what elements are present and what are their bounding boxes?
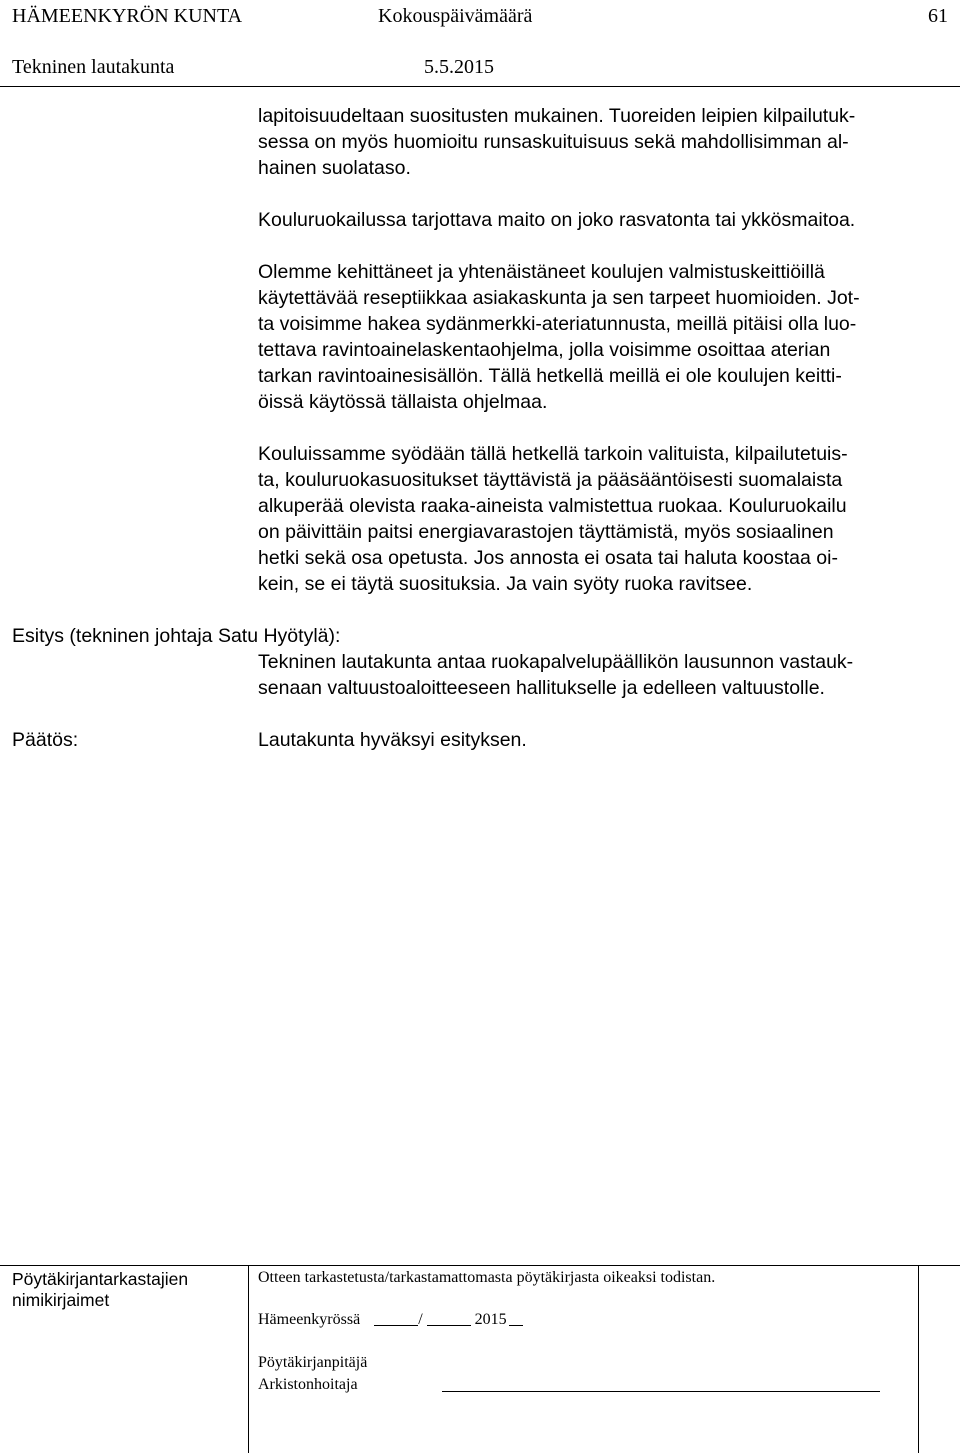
text-line: hetki sekä osa opetusta. Jos annosta ei osata tai haluta koostaa oi- bbox=[258, 547, 838, 569]
meeting-date: 5.5.2015 bbox=[424, 56, 494, 78]
paragraph-1 bbox=[258, 103, 928, 181]
certification-text: Otteen tarkastetusta/tarkastamattomasta pöytäkirjasta oikeaksi todistan. bbox=[258, 1269, 716, 1286]
date-slash: / bbox=[418, 1311, 423, 1328]
year-blank bbox=[509, 1325, 523, 1326]
text-line: tarkan ravintoainesisällön. Tällä hetkellä meillä ei ole koulujen keitti- bbox=[258, 365, 842, 387]
text-line: kein, se ei täytä suosituksia. Ja vain syöty ruoka ravitsee. bbox=[258, 573, 753, 595]
keeper-label: Pöytäkirjanpitäjä bbox=[258, 1354, 368, 1371]
place-name: Hämeenkyrössä bbox=[258, 1311, 361, 1328]
footer-vertical-divider bbox=[248, 1265, 249, 1453]
text-line: on päivittäin paitsi energiavarastojen täyttämistä, myös sosiaalinen bbox=[258, 521, 834, 543]
text-line: alkuperää olevista raaka-aineista valmistettua ruokaa. Kouluruokailu bbox=[258, 495, 847, 517]
proposal-label: Esitys (tekninen johtaja Satu Hyötylä): bbox=[12, 625, 341, 647]
text-line: senaan valtuustoaloitteeseen hallitukselle ja edelleen valtuustolle. bbox=[258, 677, 825, 699]
decision-text: Lautakunta hyväksyi esityksen. bbox=[258, 729, 527, 751]
header-divider bbox=[0, 86, 960, 87]
text-line: öissä käytössä tällaista ohjelmaa. bbox=[258, 391, 548, 413]
proposal-text bbox=[258, 649, 928, 701]
year-text: 2015 bbox=[474, 1311, 507, 1328]
paragraph-3 bbox=[258, 259, 928, 415]
text-line: ta, kouluruokasuositukset täyttävistä ja pääsääntöisesti suomalaista bbox=[258, 469, 843, 491]
committee-name: Tekninen lautakunta bbox=[12, 56, 175, 78]
text-line: tettava ravintoainelaskentaohjelma, jolla voisimme osoittaa aterian bbox=[258, 339, 831, 361]
text-line: käytettävää reseptiikkaa asiakaskunta ja sen tarpeet huomioiden. Jot- bbox=[258, 287, 860, 309]
text-line: sessa on myös huomioitu runsaskuituisuus sekä mahdollisimman al- bbox=[258, 131, 849, 153]
archivist-label: Arkistonhoitaja bbox=[258, 1376, 358, 1393]
text-line: Olemme kehittäneet ja yhtenäistäneet koulujen valmistuskeittiöillä bbox=[258, 261, 825, 283]
organization-name: HÄMEENKYRÖN KUNTA bbox=[12, 5, 243, 27]
text-line: Kouluissamme syödään tällä hetkellä tarkoin valituista, kilpailutetuis- bbox=[258, 443, 848, 465]
doc-type-label: Kokouspäivämäärä bbox=[378, 5, 533, 27]
text-line: lapitoisuudeltaan suositusten mukainen. Tuoreiden leipien kilpailutuk- bbox=[258, 105, 856, 127]
paragraph-4 bbox=[258, 441, 928, 597]
footer-divider bbox=[0, 1265, 960, 1266]
text-line: hainen suolataso. bbox=[258, 157, 411, 179]
month-blank bbox=[427, 1325, 471, 1326]
text-line: ta voisimme hakea sydänmerkki-ateriatunnusta, meillä pitäisi olla luo- bbox=[258, 313, 857, 335]
text-line: Kouluruokailussa tarjottava maito on joko rasvatonta tai ykkösmaitoa. bbox=[258, 209, 856, 231]
initials-label-line1: Pöytäkirjantarkastajien bbox=[12, 1269, 189, 1289]
paragraph-2 bbox=[258, 207, 928, 233]
text-line: Tekninen lautakunta antaa ruokapalvelupäällikön lausunnon vastauk- bbox=[258, 651, 854, 673]
archivist-signature-line bbox=[442, 1391, 880, 1392]
initials-label-line2: nimikirjaimet bbox=[12, 1290, 110, 1310]
footer-right-border bbox=[918, 1265, 919, 1453]
day-blank bbox=[374, 1325, 418, 1326]
page-number: 61 bbox=[928, 5, 948, 27]
place-date-line bbox=[258, 1310, 523, 1330]
decision-label: Päätös: bbox=[12, 729, 79, 751]
